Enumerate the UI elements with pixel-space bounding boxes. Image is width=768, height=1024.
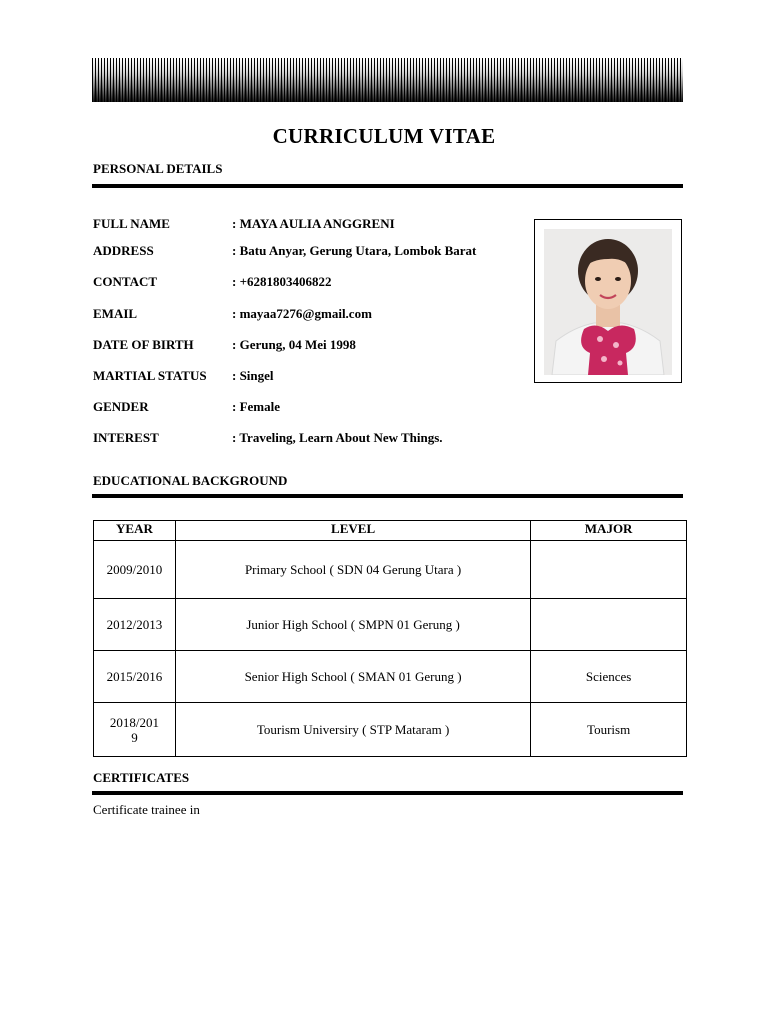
education-table-header [94, 521, 687, 541]
major-column-header: MAJOR [531, 521, 687, 541]
certificates-rule [92, 791, 683, 795]
table-row [94, 541, 687, 599]
year-cell: 2018/2019 [94, 703, 176, 757]
email-label: EMAIL [93, 306, 138, 321]
profile-photo [544, 229, 672, 375]
certificates-heading: CERTIFICATES [93, 770, 190, 785]
marital-status-label: MARTIAL STATUS [93, 368, 207, 383]
profile-photo-frame [534, 219, 682, 383]
address-value: : Batu Anyar, Gerung Utara, Lombok Barat [232, 243, 477, 258]
level-column-header: LEVEL [175, 521, 530, 541]
year-cell: 2015/2016 [94, 651, 176, 703]
full-name-value: : MAYA AULIA ANGGRENI [232, 216, 395, 231]
level-cell: Tourism Universiry ( STP Mataram ) [175, 703, 530, 757]
major-cell [531, 599, 687, 651]
contact-label: CONTACT [93, 274, 158, 289]
personal-details-heading: PERSONAL DETAILS [93, 161, 223, 176]
year-cell: 2009/2010 [94, 541, 176, 599]
interest-value: : Traveling, Learn About New Things. [232, 430, 443, 445]
marital-status-value: : Singel [232, 368, 274, 383]
year-cell: 2012/2013 [94, 599, 176, 651]
table-row [94, 599, 687, 651]
major-cell: Sciences [531, 651, 687, 703]
table-row [94, 651, 687, 703]
full-name-label: FULL NAME [93, 216, 170, 231]
level-cell: Primary School ( SDN 04 Gerung Utara ) [175, 541, 530, 599]
level-cell: Senior High School ( SMAN 01 Gerung ) [175, 651, 530, 703]
major-cell: Tourism [531, 703, 687, 757]
educational-background-heading: EDUCATIONAL BACKGROUND [93, 473, 288, 488]
major-cell [531, 541, 687, 599]
document-title: CURRICULUM VITAE [272, 124, 496, 148]
interest-label: INTEREST [93, 430, 159, 445]
certificates-text: Certificate trainee in [93, 802, 200, 817]
portrait-illustration [544, 229, 672, 375]
level-cell: Junior High School ( SMPN 01 Gerung ) [175, 599, 530, 651]
personal-details-rule [92, 184, 683, 188]
header-banner [92, 58, 683, 102]
contact-value: : +6281803406822 [232, 274, 332, 289]
education-table [93, 520, 687, 757]
date-of-birth-label: DATE OF BIRTH [93, 337, 194, 352]
gender-value: : Female [232, 399, 281, 414]
year-column-header: YEAR [94, 521, 176, 541]
email-value: : mayaa7276@gmail.com [232, 306, 372, 321]
table-row [94, 703, 687, 757]
educational-background-rule [92, 494, 683, 498]
gender-label: GENDER [93, 399, 149, 414]
date-of-birth-value: : Gerung, 04 Mei 1998 [232, 337, 356, 352]
address-label: ADDRESS [93, 243, 154, 258]
